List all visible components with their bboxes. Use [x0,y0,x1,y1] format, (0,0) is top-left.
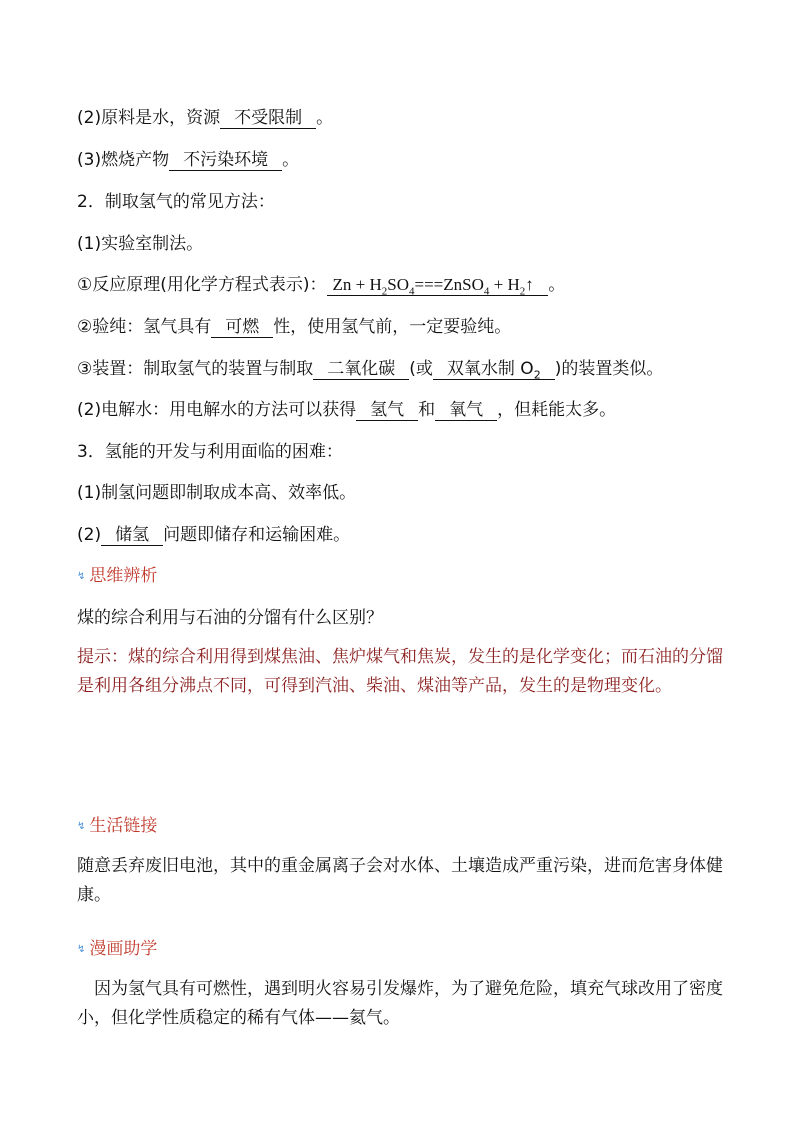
text: ③装置：制取氢气的装置与制取 [77,359,314,379]
answer-blank: 双氧水制 $O_2$ [433,359,555,380]
life-text: 随意丢弃废旧电池，其中的重金属离子会对水体、土壤造成严重污染，进而危害身体健康。 [77,856,723,905]
answer-blank: 可燃 [211,317,273,338]
line-raw-material [77,107,727,129]
line-reaction-principle [77,274,727,296]
text: ，但耗能太多。 [497,400,617,420]
text: 性，使用氢气前，一定要验纯。 [273,317,512,337]
text: (或 [409,359,433,379]
text: )的装置类似。 [554,359,664,379]
line-methods-heading: 2．制取氢气的常见方法： [77,192,275,212]
line-combustion-product [77,149,727,171]
thinking-hint: 提示：煤的综合利用得到煤焦油、焦炉煤气和焦炭，发生的是化学变化；而石油的分馏是利用各组分沸点不同，可得到汽油、柴油、煤油等产品，发生的是物理变化。 [77,647,723,696]
comic-text: 因为氢气具有可燃性，遇到明火容易引发爆炸，为了避免危险，填充气球改用了密度小，但化学性质稳定的稀有气体——氦气。 [77,979,723,1028]
text: ②验纯：氢气具有 [77,317,212,337]
bookmark-icon: ↯ [77,944,86,955]
text: 。 [548,275,566,295]
text: (2)原料是水，资源 [77,108,221,128]
text: (2)电解水：用电解水的方法可以获得 [77,400,357,420]
section-heading-thinking: ↯ 思维辨析 [77,566,158,586]
text: 和 [418,400,436,420]
line-difficulties-heading: 3．氢能的开发与利用面临的困难： [77,442,343,462]
section-heading-life: ↯ 生活链接 [77,816,158,836]
line-purity-test [77,316,727,338]
answer-blank: 氧气 [435,400,497,421]
answer-blank: 储氢 [101,525,163,546]
text: (3)燃烧产物 [77,150,170,170]
equation-blank: $Zn + H_2SO_4===ZnSO_4$ + $H_2↑$ [327,275,549,296]
answer-blank: 不污染环境 [169,150,282,171]
text: 问题即储存和运输困难。 [163,525,351,545]
text: 。 [316,108,334,128]
line-lab-method: (1)实验室制法。 [77,234,204,254]
text: ①反应原理(用化学方程式表示)： [77,275,327,295]
answer-blank: 不受限制 [220,108,316,129]
line-production-problem: (1)制氢问题即制取成本高、效率低。 [77,483,357,503]
section-heading-comic: ↯ 漫画助学 [77,939,158,959]
answer-blank: 二氧化碳 [313,359,409,380]
line-apparatus [77,358,727,380]
bookmark-icon: ↯ [77,571,86,582]
bookmark-icon: ↯ [77,821,86,832]
line-storage-problem [77,524,727,546]
thinking-question: 煤的综合利用与石油的分馏有什么区别？ [77,608,383,628]
text: (2) [77,525,102,545]
answer-blank: 氢气 [356,400,418,421]
line-electrolysis [77,399,727,421]
text: 。 [282,150,300,170]
